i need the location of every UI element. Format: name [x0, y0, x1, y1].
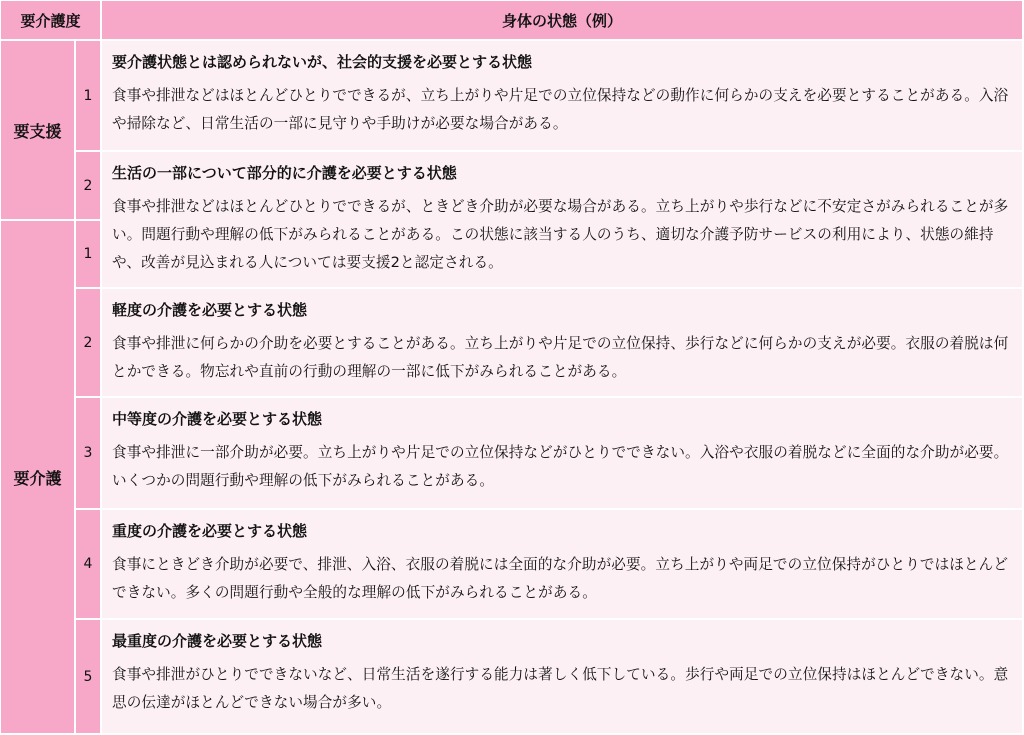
care-4-number: 4 [83, 556, 93, 572]
row-care-4 [102, 510, 1022, 618]
care-5-number-cell [76, 620, 100, 733]
row-body: 食事や排泄などはほとんどひとりでできるが、ときどき介助が必要な場合がある。立ち上がりや歩行などに不安定さがみられることが多い。問題行動や理解の低下がみられることがある。この状態に該当する人のうち、適切な介護予防サービスの利用により、状態の維持や、改善が見込まれる人については要支援2と認定される。 [112, 198, 1009, 271]
row-body: 食事や排泄に何らかの介助を必要とすることがある。立ち上がりや片足での立位保持、歩行などに何らかの支えが必要。衣服の着脱は何とかできる。物忘れや直前の行動の理解の一部に低下がみられることがある。 [112, 335, 1009, 380]
row-support-1 [102, 41, 1022, 150]
care-1-number-cell [76, 221, 100, 287]
row-support-2-care-1 [102, 152, 1022, 287]
care-3-number-cell [76, 398, 100, 508]
row-body: 食事や排泄がひとりでできないなど、日常生活を遂行する能力は著しく低下している。歩行や両足での立位保持はほとんどできない。意思の伝達がほとんどできない場合が多い。 [112, 666, 1009, 711]
support-1-number: 1 [83, 87, 93, 104]
header-level-label: 要介護度 [20, 11, 81, 30]
row-care-5 [102, 620, 1022, 733]
group-support-label: 要支援 [13, 121, 62, 141]
row-title: 中等度の介護を必要とする状態 [112, 410, 323, 428]
row-body: 食事にときどき介助が必要で、排泄、入浴、衣服の着脱には全面的な介助が必要。立ち上がりや両足での立位保持がひとりではほとんどできない。多くの問題行動や全般的な理解の低下がみられることがある。 [112, 556, 1009, 601]
row-care-2 [102, 289, 1022, 396]
group-care-label: 要介護 [13, 468, 62, 488]
row-title: 生活の一部について部分的に介護を必要とする状態 [112, 164, 457, 182]
support-1-number-cell [76, 41, 100, 150]
header-state-label: 身体の状態（例） [501, 11, 622, 30]
row-body: 食事や排泄に一部介助が必要。立ち上がりや片足での立位保持などがひとりでできない。入浴や衣服の着脱などに全面的な介助が必要。いくつかの問題行動や理解の低下がみられることがある。 [112, 444, 1009, 489]
group-support-cell [1, 41, 74, 219]
group-care-cell [1, 221, 74, 733]
care-2-number-cell [76, 289, 100, 396]
row-title: 最重度の介護を必要とする状態 [112, 632, 323, 650]
header-level-cell [1, 1, 100, 39]
care-5-number: 5 [83, 668, 93, 685]
support-2-number-cell [76, 152, 100, 219]
care-2-number: 2 [83, 334, 93, 351]
row-title: 軽度の介護を必要とする状態 [112, 301, 308, 319]
care-1-number: 1 [83, 246, 93, 262]
care-3-number: 3 [83, 445, 93, 461]
support-2-number: 2 [83, 177, 93, 194]
header-state-cell [102, 1, 1022, 39]
row-care-3 [102, 398, 1022, 508]
care-4-number-cell [76, 510, 100, 618]
row-title: 重度の介護を必要とする状態 [112, 522, 308, 540]
row-body: 食事や排泄などはほとんどひとりでできるが、立ち上がりや片足での立位保持などの動作に何らかの支えを必要とすることがある。入浴や掃除など、日常生活の一部に見守りや手助けが必要な場合がある。 [112, 87, 1009, 132]
row-title: 要介護状態とは認められないが、社会的支援を必要とする状態 [112, 53, 533, 71]
